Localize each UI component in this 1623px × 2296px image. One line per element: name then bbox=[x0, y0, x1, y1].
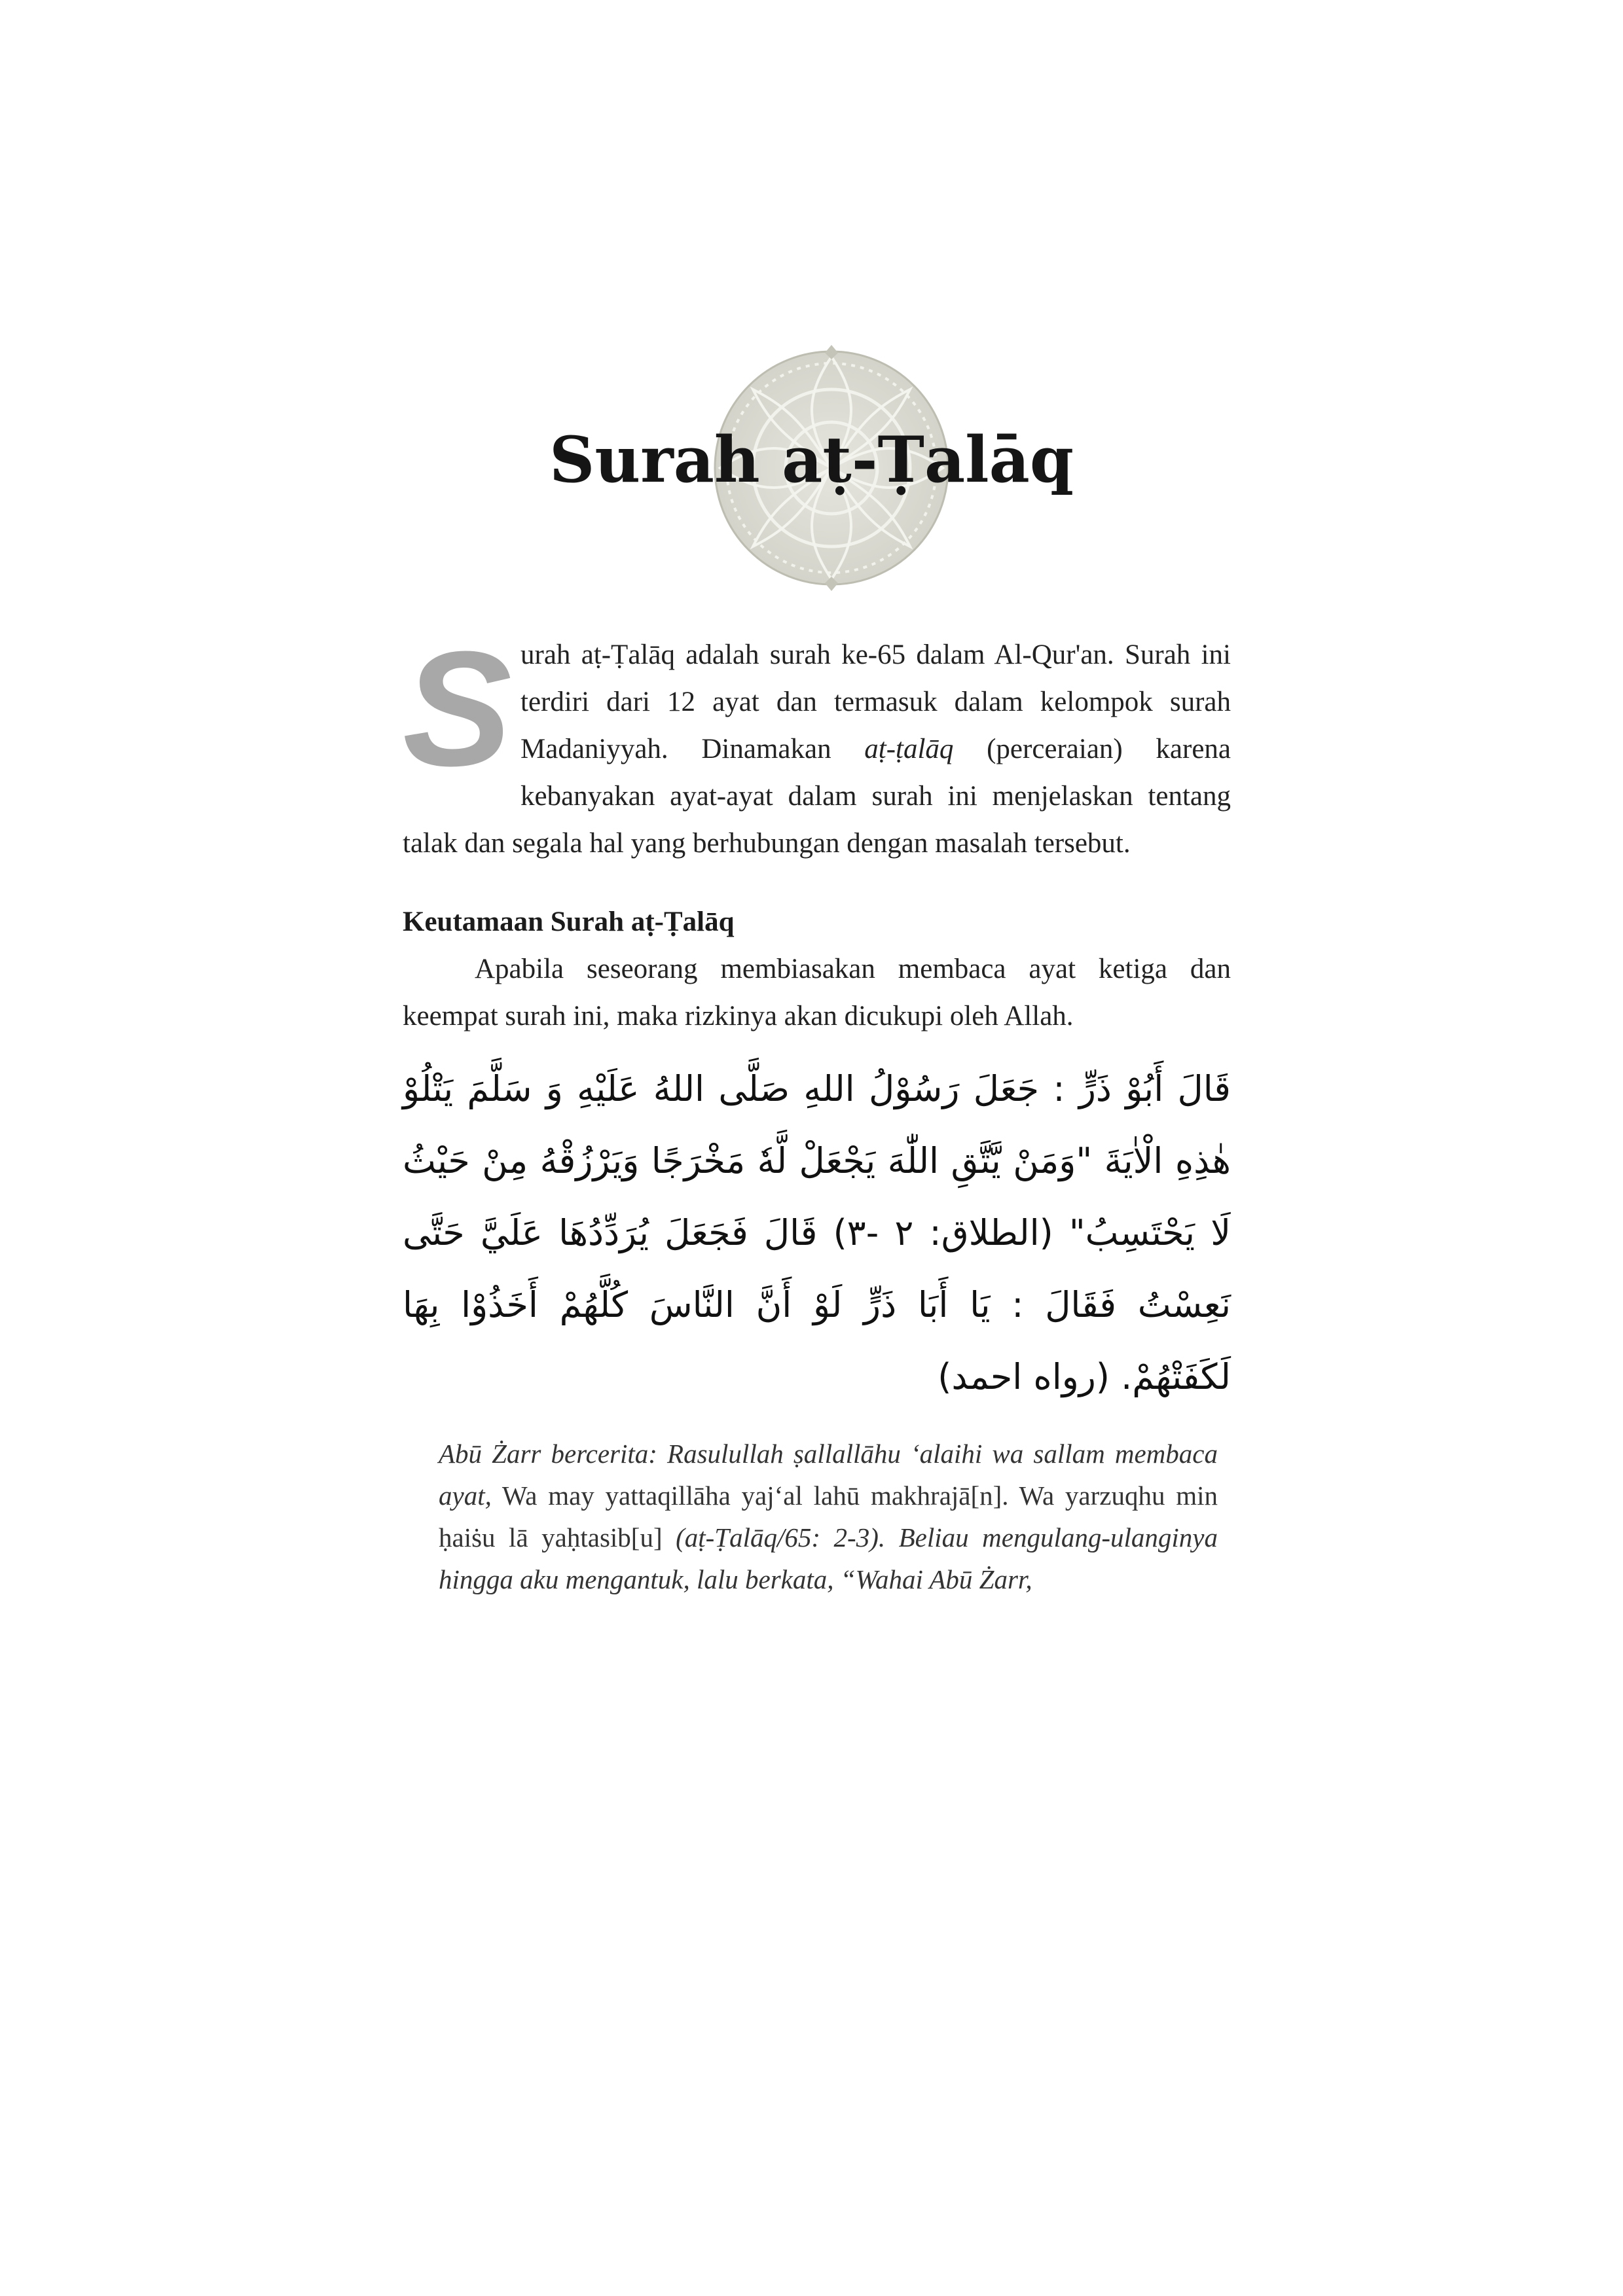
section-heading: Keutamaan Surah aṭ-Ṭalāq bbox=[403, 906, 735, 937]
translation-part-2: Wa may yattaqillāha yaj‘al lahū makhrajā[n]. Wa yarzuqhu min ḥaiṡu lā yaḥtasib[u] bbox=[439, 1480, 1218, 1552]
arabic-hadith: قَالَ أَبُوْ ذَرٍّ : جَعَلَ رَسُوْلُ اللهِ صَلَّى اللهُ عَلَيْهِ وَ سَلَّمَ يَتْلُوْ هٰذِهِ الْاٰيَةَ "وَمَنْ يَّتَّقِ اللّٰهَ يَجْعَلْ لَّهٗ مَخْرَجًا وَيَرْزُقْهُ مِنْ حَيْثُ لَا يَحْتَسِبُ" (الطلاق: ٢ -٣) قَالَ فَجَعَلَ يُرَدِّدُهَا عَلَيَّ حَتَّى نَعِسْتُ فَقَالَ : يَا أَبَا ذَرٍّ لَوْ أَنَّ النَّاسَ كُلَّهُمْ أَخَذُوْا بِهَا لَكَفَتْهُمْ. (رواه احمد) bbox=[403, 1068, 1231, 1397]
dropcap-letter: S bbox=[403, 641, 512, 778]
dropcap bbox=[403, 641, 514, 778]
translation-part-1: Abū Żarr bercerita: Rasulullah ṣallallāhu ‘alaihi wa sallam membaca ayat, bbox=[439, 1439, 1218, 1511]
intro-term: aṭ-ṭalāq bbox=[864, 734, 954, 764]
intro-text: urah aṭ-Ṭalāq adalah surah ke-65 dalam Al-Qur'an. Surah ini terdiri dari 12 ayat dan termasuk dalam kelompok surah Madaniyyah. Dinamakan bbox=[520, 639, 1231, 764]
dropcap-s-icon bbox=[403, 641, 514, 778]
translation-part-3: (aṭ-Ṭalāq/65: 2-3). Beliau mengulang-ulanginya hingga aku mengantuk, lalu berkata, “Wahai Abū Żarr, bbox=[439, 1522, 1218, 1594]
hadith-translation bbox=[439, 1433, 1218, 1600]
page-title: Surah aṭ-Ṭalāq bbox=[549, 423, 1074, 497]
body-block bbox=[403, 632, 1231, 1600]
intro-paragraph bbox=[403, 632, 1231, 867]
intro-text-after: (perceraian) karena kebanyakan ayat-ayat dalam surah ini menjelaskan tentang talak dan segala hal yang berhubungan dengan masalah tersebut. bbox=[403, 734, 1231, 859]
section-paragraph: Apabila seseorang membiasakan membaca ayat ketiga dan keempat surah ini, maka rizkinya akan dicukupi oleh Allah. bbox=[403, 954, 1231, 1031]
